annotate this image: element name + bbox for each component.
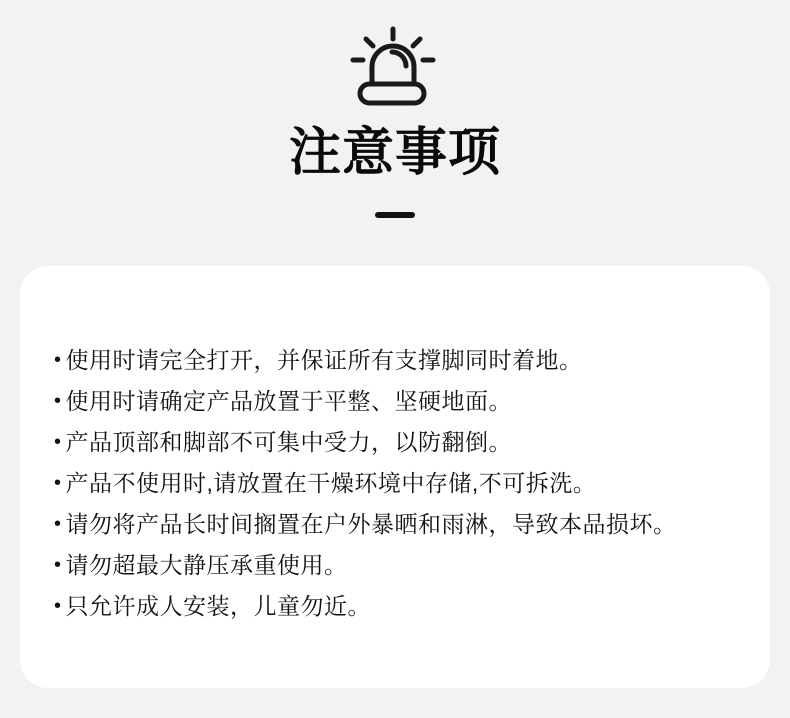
- bullet-icon: •: [54, 349, 62, 371]
- notice-list: [54, 348, 740, 618]
- notice-text: 只允许成人安装，儿童勿近。: [65, 593, 372, 619]
- siren-alarm-icon: [350, 26, 440, 110]
- bullet-icon: •: [54, 431, 62, 453]
- notice-item: [54, 348, 740, 372]
- bullet-icon: •: [54, 513, 62, 535]
- notice-text: 产品顶部和脚部不可集中受力，以防翻倒。: [65, 429, 513, 455]
- bullet-icon: •: [54, 390, 62, 412]
- bullet-icon: •: [54, 554, 62, 576]
- bullet-icon: •: [54, 472, 62, 494]
- ray-upper-right: [413, 39, 420, 46]
- notice-item: [54, 471, 740, 495]
- notice-card: [20, 266, 770, 688]
- page-header: [0, 0, 790, 218]
- page-title: 注意事项: [288, 124, 501, 182]
- notice-text: 请勿将产品长时间搁置在户外暴晒和雨淋，导致本品损坏。: [65, 511, 677, 537]
- notice-text: 使用时请完全打开，并保证所有支撑脚同时着地。: [65, 347, 583, 373]
- notice-item: [54, 430, 740, 454]
- notice-item: [54, 594, 740, 618]
- notice-text: 使用时请确定产品放置于平整、坚硬地面。: [65, 388, 513, 414]
- notice-text: 产品不使用时,请放置在干燥环境中存储,不可拆洗。: [65, 470, 597, 496]
- notice-text: 请勿超最大静压承重使用。: [65, 552, 348, 578]
- notice-item: [54, 553, 740, 577]
- ray-upper-left: [366, 39, 373, 46]
- bullet-icon: •: [54, 595, 62, 617]
- siren-highlight: [392, 52, 406, 66]
- notice-item: [54, 389, 740, 413]
- title-divider: [375, 212, 415, 218]
- notice-item: [54, 512, 740, 536]
- siren-base: [360, 84, 424, 103]
